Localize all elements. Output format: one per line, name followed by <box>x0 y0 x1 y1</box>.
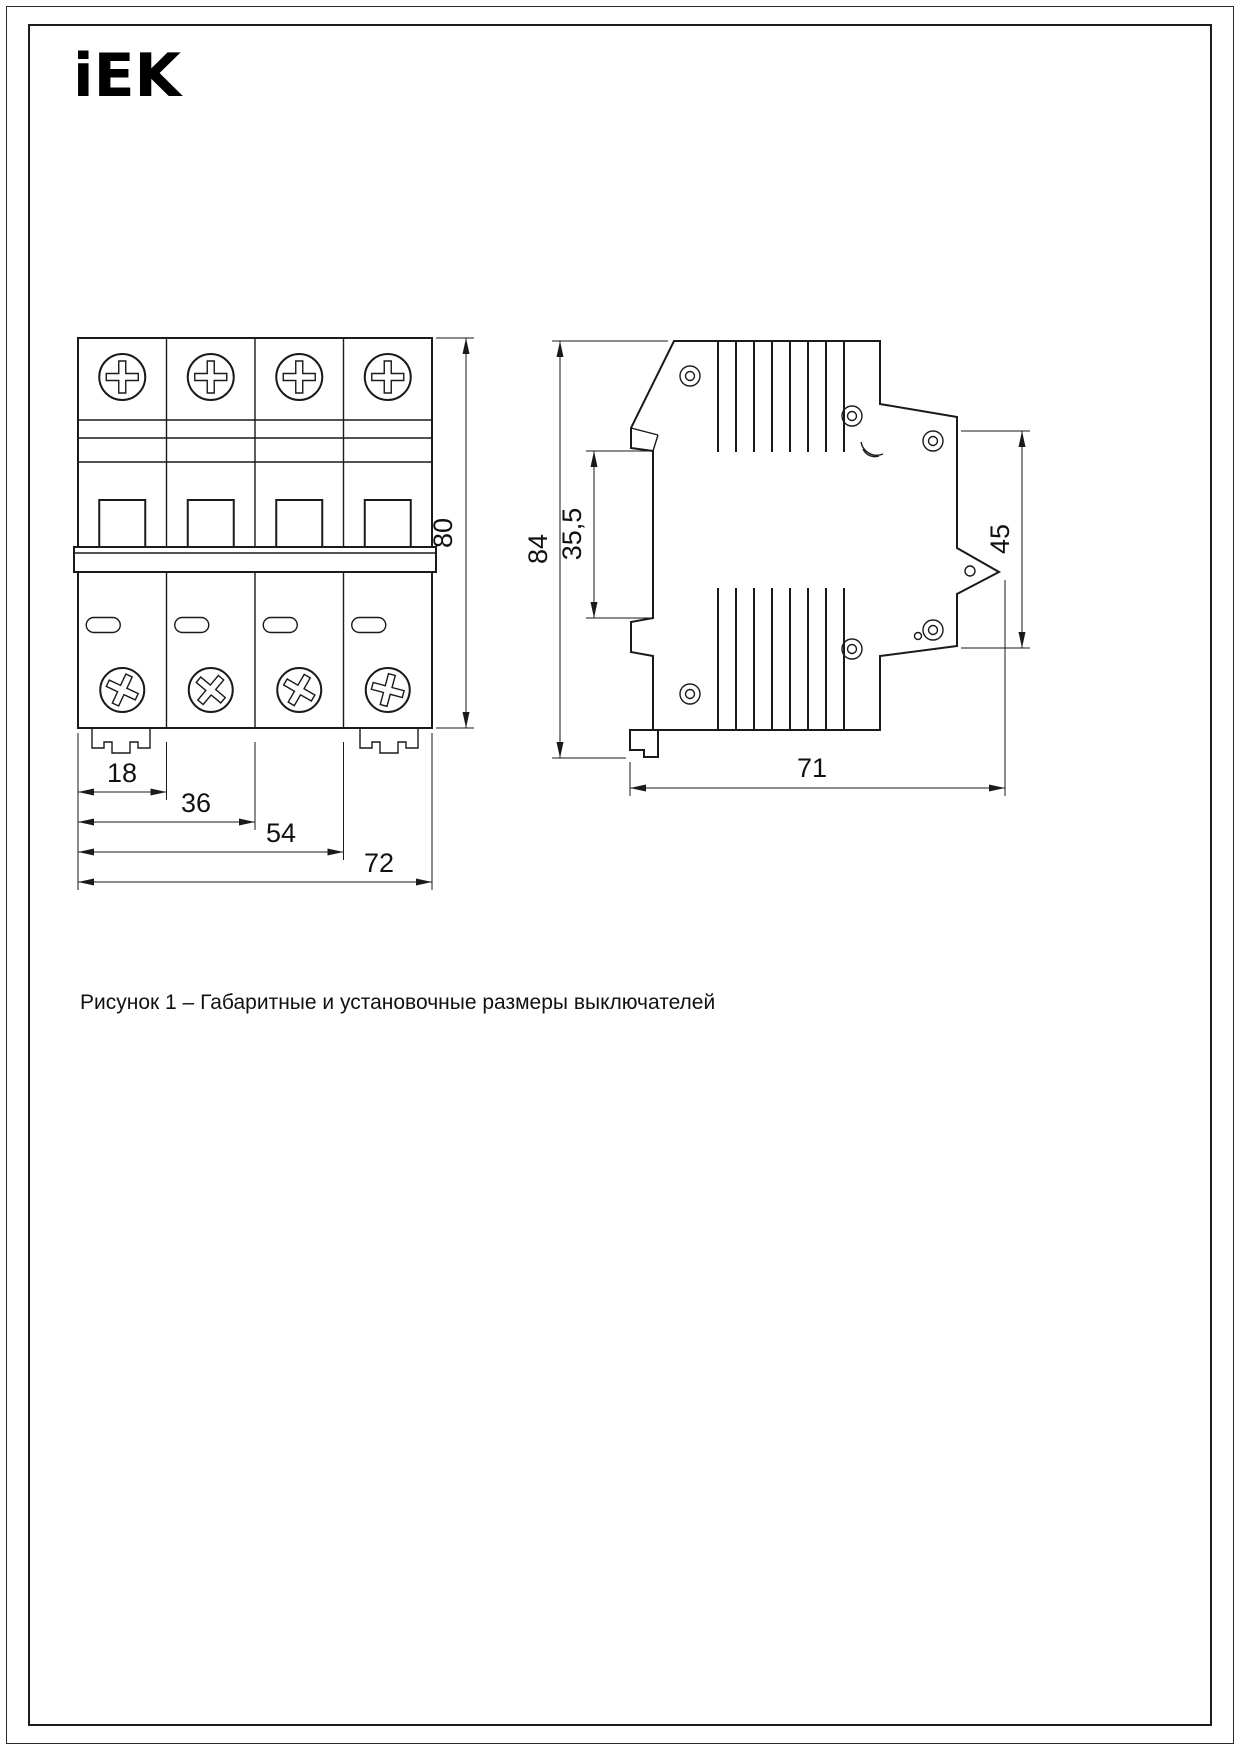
dim-54-label: 54 <box>265 818 297 848</box>
figure-caption: Рисунок 1 – Габаритные и установочные размеры выключателей <box>80 991 716 1014</box>
dim-71-label: 71 <box>796 753 828 783</box>
side-view-drawing <box>523 341 1030 796</box>
dim-36-label: 36 <box>180 788 212 818</box>
front-dimensions <box>78 338 474 890</box>
side-breaker-outline <box>631 341 999 730</box>
dim-84-label: 84 <box>523 533 553 565</box>
front-mounting-band <box>74 547 436 572</box>
side-dimensions <box>523 341 1030 796</box>
dim-72-label: 72 <box>363 848 395 878</box>
dim-45-label: 45 <box>985 523 1015 555</box>
side-din-tab <box>630 730 658 757</box>
side-screw-holes <box>680 366 975 704</box>
dim-80-label: 80 <box>428 517 458 549</box>
dim-18-label: 18 <box>106 758 138 788</box>
dim-35-5-label: 35,5 <box>557 507 587 561</box>
front-view-drawing <box>74 338 474 890</box>
side-vent-slots-bottom <box>718 588 844 730</box>
front-terminal-slots <box>86 618 386 633</box>
side-vent-slots-top <box>718 341 844 452</box>
iek-logo: iEK <box>73 41 182 111</box>
